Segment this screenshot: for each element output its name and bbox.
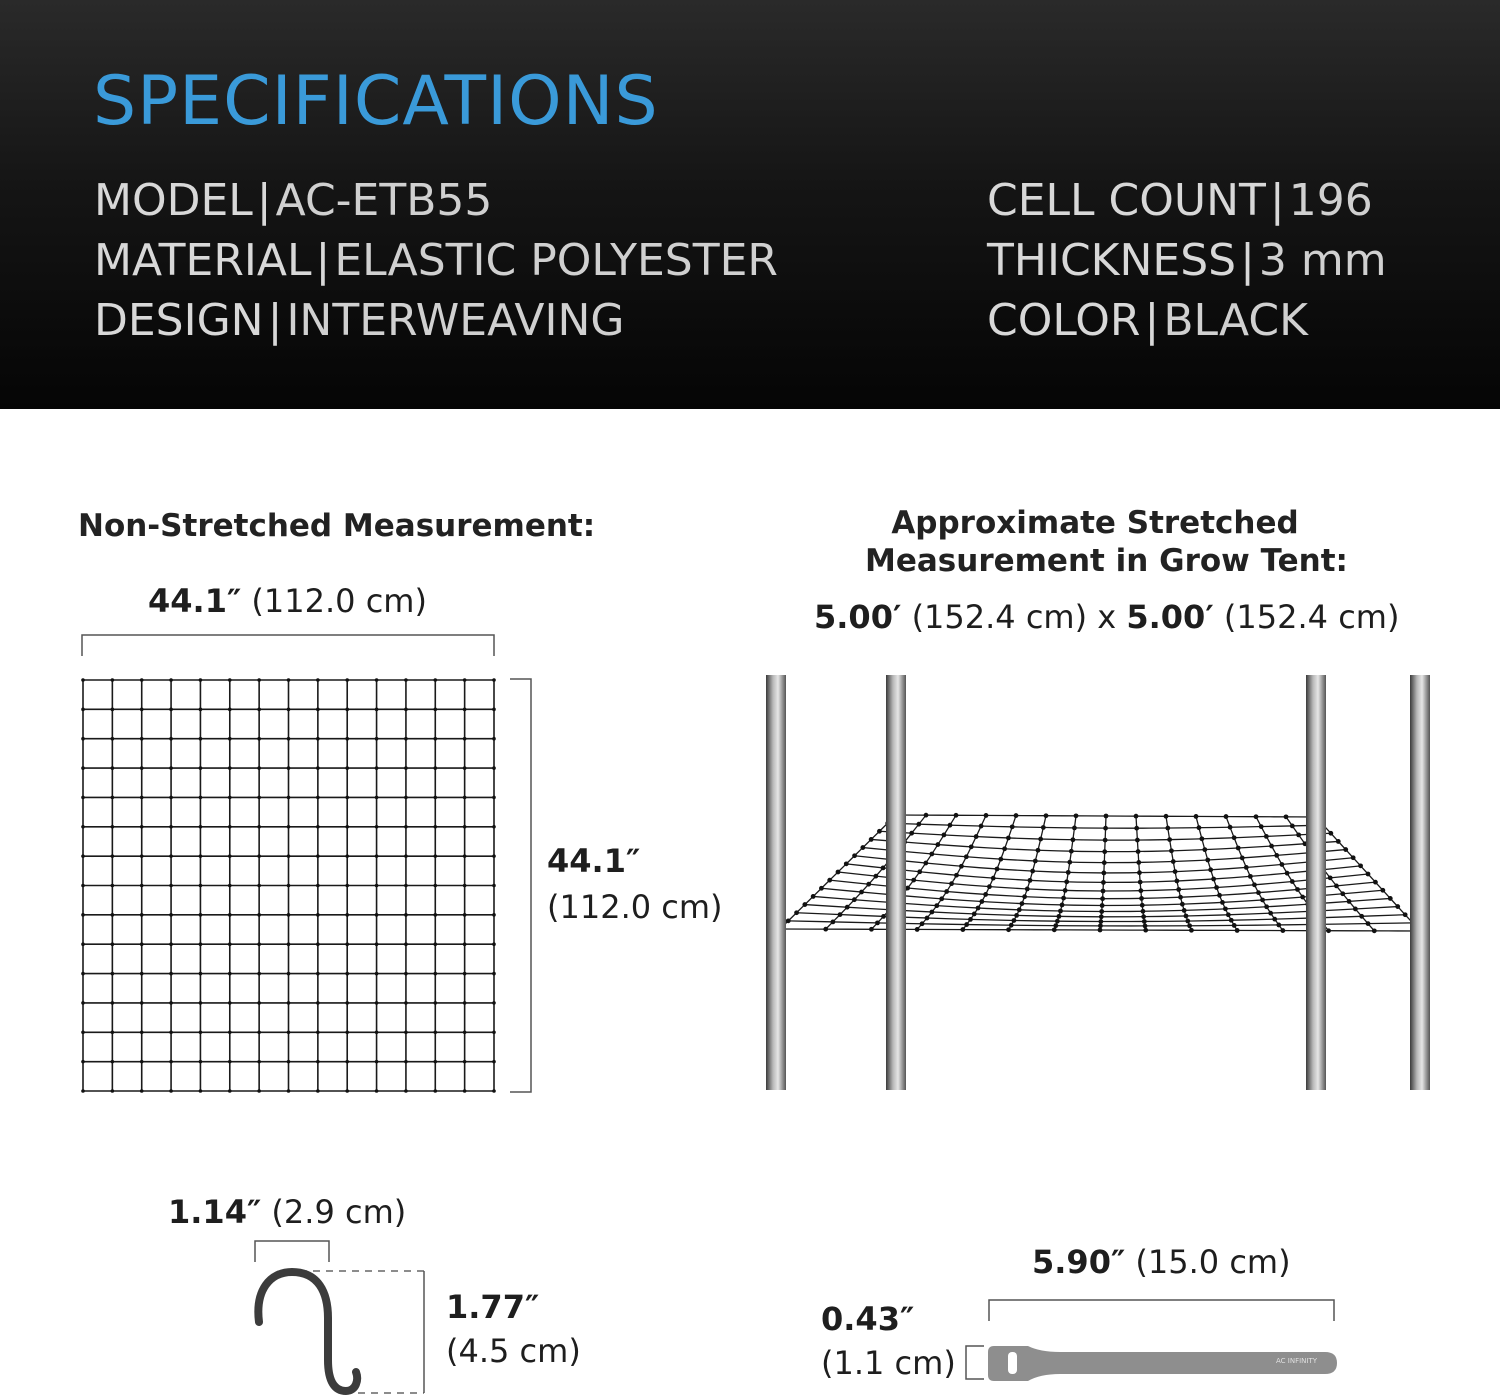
spec-key: COLOR — [987, 295, 1141, 346]
spec-key: MODEL — [94, 175, 253, 226]
spec-value: BLACK — [1163, 295, 1308, 346]
net-width-inches: 44.1″ — [148, 582, 242, 620]
net-height-inches: 44.1″ — [547, 842, 641, 880]
strap-width-inches: 0.43″ — [821, 1300, 915, 1338]
spec-separator: | — [256, 175, 272, 226]
spec-value: 3 mm — [1258, 235, 1387, 286]
page-title: SPECIFICATIONS — [93, 62, 659, 141]
stretched-dim1-ft: 5.00′ — [814, 598, 902, 636]
stretched-dim1-cm: (152.4 cm) — [911, 598, 1088, 636]
hook-height-inches: 1.77″ — [446, 1288, 540, 1326]
net-width-cm: (112.0 cm) — [251, 582, 427, 620]
stretched-dim2-ft: 5.00′ — [1126, 598, 1214, 636]
stretched-title-line1: Approximate Stretched — [891, 505, 1299, 541]
spec-value: ELASTIC POLYESTER — [334, 235, 778, 286]
spec-separator: | — [1240, 235, 1255, 286]
strap-length-cm: (15.0 cm) — [1135, 1243, 1291, 1281]
hook-width-cm: (2.9 cm) — [271, 1193, 407, 1231]
spec-key: DESIGN — [94, 295, 264, 346]
net-height-cm: (112.0 cm) — [547, 888, 723, 926]
strap-length-bracket — [989, 1300, 1334, 1321]
spec-separator: | — [315, 235, 331, 286]
non-stretched-title: Non-Stretched Measurement: — [78, 508, 596, 544]
strap-width-bracket — [966, 1346, 984, 1379]
spec-value: 196 — [1288, 175, 1373, 226]
spec-value: INTERWEAVING — [286, 295, 625, 346]
spec-separator: | — [267, 295, 283, 346]
spec-key: CELL COUNT — [987, 175, 1266, 226]
spec-value: AC-ETB55 — [275, 175, 493, 226]
stretched-times: x — [1097, 598, 1117, 636]
strap-length-inches: 5.90″ — [1032, 1243, 1126, 1281]
stretched-title-line2: Measurement in Grow Tent: — [865, 543, 1348, 579]
spec-key: THICKNESS — [987, 235, 1237, 286]
hook-height-cm: (4.5 cm) — [446, 1332, 581, 1370]
strap-logo-text: AC INFINITY — [1276, 1357, 1318, 1365]
spec-separator: | — [1144, 295, 1160, 346]
stretched-dim2-cm: (152.4 cm) — [1223, 598, 1400, 636]
hook-width-inches: 1.14″ — [168, 1193, 262, 1231]
strap-width-cm: (1.1 cm) — [821, 1344, 956, 1382]
spec-separator: | — [1269, 175, 1285, 226]
spec-key: MATERIAL — [94, 235, 312, 286]
